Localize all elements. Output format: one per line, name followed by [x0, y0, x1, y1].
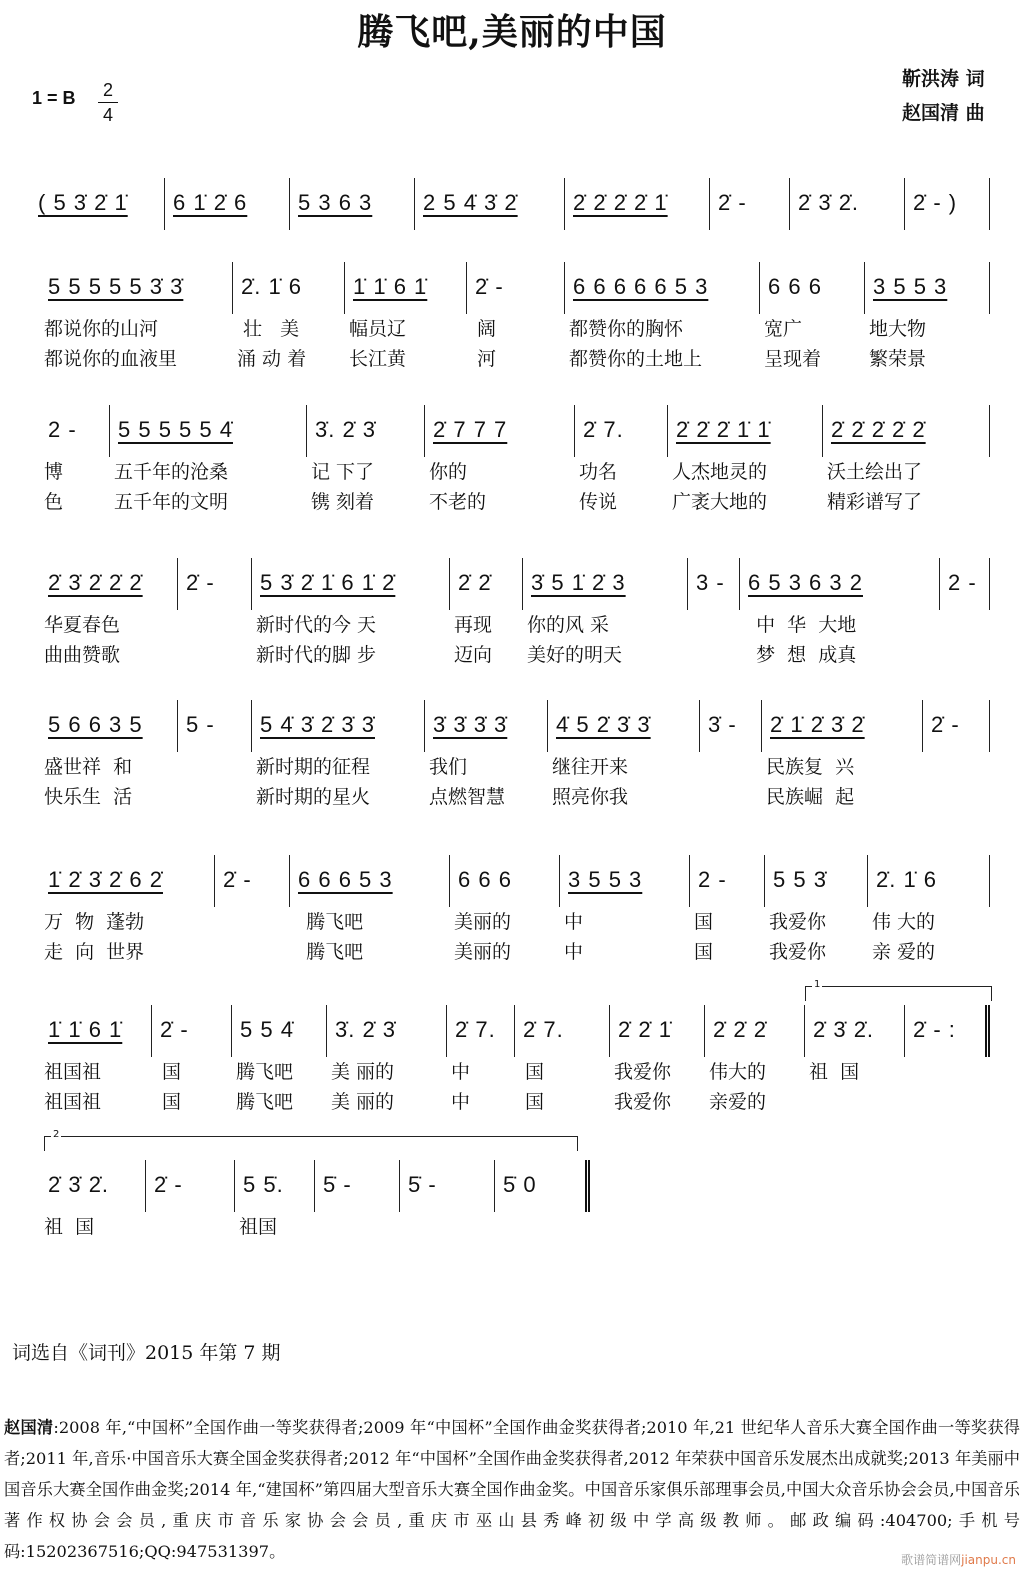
- measure-notes: 2̇ 2̇ 2̇ 2̇ 1̇: [573, 190, 668, 215]
- lyric-verse-2: 美 丽的: [331, 1091, 395, 1113]
- lyric-verse-1: 功名: [579, 461, 618, 483]
- lyric-verse-2: 河: [471, 348, 497, 370]
- measure: [823, 405, 990, 513]
- measure: [905, 1005, 990, 1057]
- measure-notes: 5 5 3̇: [773, 867, 827, 892]
- measure-notes: 5 3 6 3: [298, 190, 373, 215]
- measure: [515, 1005, 610, 1113]
- measure: [690, 855, 765, 963]
- measure: [705, 1005, 805, 1113]
- measure-notes: 2̇ -: [475, 274, 504, 299]
- measure: [923, 700, 990, 752]
- lyric-verse-2: 照亮你我: [552, 786, 629, 808]
- measure-notes: 2 -: [948, 570, 977, 595]
- lyric-verse-1: 地大物: [869, 318, 927, 340]
- measure: [232, 1005, 327, 1113]
- measure: [178, 700, 252, 752]
- lyric-verse-1: 万 物 蓬勃: [44, 911, 145, 933]
- lyric-verse-1: 美 丽的: [331, 1061, 395, 1083]
- measure-notes: 3 5 5 3: [873, 274, 948, 299]
- measure: [668, 405, 823, 513]
- measure: [40, 1160, 146, 1238]
- measure: [560, 855, 690, 963]
- lyric-verse-1: 阔: [471, 318, 497, 340]
- measure: [40, 1005, 152, 1113]
- measure: [30, 178, 165, 230]
- measure-notes: 2̇ 2̇ 2̇ 2̇ 2̇: [831, 417, 926, 442]
- lyric-verse-1: 再现: [454, 614, 493, 636]
- measure-notes: 5̇ -: [323, 1172, 352, 1197]
- measure-notes: 2̇ 7.: [523, 1017, 564, 1042]
- measure: [425, 700, 548, 808]
- lyric-verse-2: 美丽的: [454, 941, 512, 963]
- second-ending-label: 2: [53, 1129, 60, 1140]
- lyric-verse-1: 我爱你: [614, 1061, 672, 1083]
- lyric-verse-1: 腾飞吧: [294, 911, 364, 933]
- measure: [495, 1160, 590, 1212]
- lyric-verse-1: 祖国祖: [44, 1061, 102, 1083]
- measure: [425, 405, 575, 513]
- measure-notes: 3 -: [696, 570, 725, 595]
- measure: [40, 262, 233, 370]
- lyric-verse-1: 我们: [429, 756, 468, 778]
- lyric-verse-1: 祖国: [239, 1216, 278, 1238]
- key-signature: 1 = B: [32, 88, 76, 108]
- measure: [235, 1160, 315, 1238]
- measure: [805, 1005, 905, 1083]
- measure: [760, 262, 865, 370]
- lyric-verse-2: 亲 爱的: [872, 941, 936, 963]
- measure-notes: 5 5 4̇: [240, 1017, 294, 1042]
- measure: [565, 262, 760, 370]
- lyric-verse-2: 都说你的血液里: [44, 348, 178, 370]
- lyric-verse-1: 都赞你的胸怀: [569, 318, 684, 340]
- measure-notes: 3̇. 2̇ 3̇: [315, 417, 377, 442]
- measure-notes: 2̇ 3̇ 2̇.: [798, 190, 860, 215]
- lyric-verse-1: 国: [519, 1061, 545, 1083]
- measure-notes: 1̇ 2̇ 3̇ 2̇ 6 2̇: [48, 867, 163, 892]
- measure: [146, 1160, 235, 1212]
- measure-notes: 3̇ -: [708, 712, 737, 737]
- lyric-verse-1: 宽广: [764, 318, 803, 340]
- lyric-verse-1: 华夏春色: [44, 614, 121, 636]
- measure: [790, 178, 905, 230]
- measure-notes: 6 1̇ 2̇ 6: [173, 190, 248, 215]
- lyric-verse-2: 迈向: [454, 644, 493, 666]
- lyric-verse-2: 色: [44, 491, 64, 513]
- measure: [548, 700, 700, 808]
- measure: [252, 700, 425, 808]
- second-ending-bracket: [44, 1129, 578, 1151]
- lyric-verse-1: 中 华 大地: [744, 614, 857, 636]
- first-ending-bracket: [805, 979, 992, 1001]
- measure-notes: 2̇ -: [186, 570, 215, 595]
- composer-credit: 赵国清 曲: [902, 102, 985, 124]
- measure-notes: 3̇ 5 1̇ 2̇ 3: [531, 570, 626, 595]
- lyric-verse-2: 腾飞吧: [236, 1091, 294, 1113]
- lyric-verse-1: 伟大的: [709, 1061, 767, 1083]
- measure-notes: 2̇ 3̇ 2̇ 2̇ 2̇: [48, 570, 143, 595]
- time-signature: [98, 78, 118, 127]
- lyric-verse-2: 长江黄: [349, 348, 407, 370]
- lyric-verse-2: 曲曲赞歌: [44, 644, 121, 666]
- measure: [575, 405, 668, 513]
- lyric-verse-1: 沃土绘出了: [827, 461, 923, 483]
- lyric-verse-1: 都说你的山河: [44, 318, 159, 340]
- measure-notes: 2̇ 7.: [583, 417, 624, 442]
- measure: [307, 405, 425, 513]
- measure: [233, 262, 345, 370]
- lyric-verse-1: 民族复 兴: [766, 756, 855, 778]
- measure: [565, 178, 710, 230]
- measure-notes: 3̇. 2̇ 3̇: [335, 1017, 397, 1042]
- score-row: [40, 1160, 590, 1238]
- measure-notes: 2̇ -: [223, 867, 252, 892]
- measure-notes: 2 -: [698, 867, 727, 892]
- lyricist-credit: 靳洪涛 词: [902, 68, 985, 90]
- lyric-verse-1: 盛世祥 和: [44, 756, 133, 778]
- watermark-site: 歌谱简谱网: [901, 1553, 962, 1567]
- lyric-verse-2: 呈现着: [764, 348, 822, 370]
- measure: [467, 262, 565, 370]
- measure-notes: 2̇ 3̇ 2̇.: [813, 1017, 875, 1042]
- measure-notes: 5̇ -: [408, 1172, 437, 1197]
- lyric-verse-2: 祖国祖: [44, 1091, 102, 1113]
- lyric-verse-1: 幅员辽: [349, 318, 407, 340]
- lyric-verse-1: 继往开来: [552, 756, 629, 778]
- lyric-verse-2: 我爱你: [614, 1091, 672, 1113]
- measure: [523, 558, 688, 666]
- lyric-verse-2: 繁荣景: [869, 348, 927, 370]
- lyric-verse-2: 涌 动 着: [237, 348, 307, 370]
- measure: [415, 178, 565, 230]
- measure-notes: 2̇ 2̇ 1̇: [618, 1017, 672, 1042]
- measure: [450, 855, 560, 963]
- score-row: [40, 405, 990, 513]
- lyric-verse-2: 镌 刻着: [311, 491, 375, 513]
- lyric-verse-1: 你的: [429, 461, 468, 483]
- score-row: [30, 178, 990, 230]
- lyric-verse-2: 广袤大地的: [672, 491, 768, 513]
- measure: [345, 262, 467, 370]
- lyric-verse-1: 祖 国: [809, 1061, 860, 1083]
- measure-notes: 5 5̇.: [243, 1172, 284, 1197]
- lyric-verse-2: 国: [519, 1091, 545, 1113]
- lyric-verse-1: 国: [694, 911, 714, 933]
- measure-notes: 6 6 6: [768, 274, 822, 299]
- measure-notes: 3̇ 3̇ 3̇ 3̇: [433, 712, 508, 737]
- lyric-verse-2: 中: [451, 1091, 471, 1113]
- measure-notes: 2 -: [48, 417, 77, 442]
- lyric-verse-2: 都赞你的土地上: [569, 348, 703, 370]
- score-row: [40, 262, 990, 370]
- lyric-verse-2: 新时期的星火: [256, 786, 371, 808]
- measure-notes: 2̇ 2̇ 2̇ 1̇ 1̇: [676, 417, 771, 442]
- measure-notes: 5 5 5 5 5 4̇: [118, 417, 233, 442]
- measure: [865, 262, 990, 370]
- measure: [290, 178, 415, 230]
- measure: [165, 178, 290, 230]
- lyric-verse-2: 传说: [579, 491, 618, 513]
- measure-notes: 2 5 4̇ 3̇ 2̇: [423, 190, 518, 215]
- measure-notes: 2̇ -: [154, 1172, 183, 1197]
- measure-notes: 2̇ - ): [913, 190, 958, 215]
- lyric-verse-1: 美丽的: [454, 911, 512, 933]
- measure: [152, 1005, 232, 1113]
- lyric-verse-2: 国: [694, 941, 714, 963]
- measure: [215, 855, 290, 907]
- score-row: [40, 558, 990, 666]
- measure-notes: 4̇ 5 2̇ 3̇ 3̇: [556, 712, 651, 737]
- measure: [40, 855, 215, 963]
- measure-notes: 2̇ -: [718, 190, 747, 215]
- measure: [178, 558, 252, 610]
- lyric-verse-1: 新时代的今 天: [256, 614, 377, 636]
- measure-notes: 5 5 5 5 5 3̇ 3̇: [48, 274, 184, 299]
- song-title: 腾飞吧,美丽的中国: [357, 11, 667, 53]
- measure: [40, 558, 178, 666]
- lyric-verse-1: 壮 美: [237, 318, 300, 340]
- lyric-verse-2: 不老的: [429, 491, 487, 513]
- measure-notes: 1̇ 1̇ 6 1̇: [48, 1017, 123, 1042]
- measure-notes: 2̇ 7.: [455, 1017, 496, 1042]
- lyric-verse-2: 民族崛 起: [766, 786, 855, 808]
- measure-notes: 5 4̇ 3̇ 2̇ 3̇ 3̇: [260, 712, 375, 737]
- lyric-verse-1: 腾飞吧: [236, 1061, 294, 1083]
- measure: [762, 700, 923, 808]
- score-row: [40, 700, 990, 808]
- lyric-verse-2: 亲爱的: [709, 1091, 767, 1113]
- measure: [400, 1160, 495, 1212]
- measure: [700, 700, 762, 752]
- lyric-verse-1: 伟 大的: [872, 911, 936, 933]
- lyric-verse-1: 中: [564, 911, 584, 933]
- lyric-verse-2: 走 向 世界: [44, 941, 145, 963]
- lyric-verse-1: 祖 国: [44, 1216, 95, 1238]
- watermark-url: jianpu.cn: [961, 1553, 1016, 1567]
- measure: [765, 855, 868, 963]
- measure: [40, 405, 110, 513]
- lyric-verse-2: 梦 想 成真: [744, 644, 857, 666]
- lyric-verse-2: 精彩谱写了: [827, 491, 923, 513]
- lyric-verse-2: 五千年的文明: [114, 491, 229, 513]
- lyric-verse-2: 腾飞吧: [294, 941, 364, 963]
- measure: [252, 558, 450, 666]
- lyric-verse-2: 点燃智慧: [429, 786, 506, 808]
- measure: [610, 1005, 705, 1113]
- lyric-verse-1: 人杰地灵的: [672, 461, 768, 483]
- lyric-verse-1: 记 下了: [311, 461, 375, 483]
- lyric-verse-1: 中: [451, 1061, 471, 1083]
- measure-notes: 2̇ - :: [913, 1017, 956, 1042]
- measure: [940, 558, 990, 610]
- measure-notes: 2̇ -: [160, 1017, 189, 1042]
- lyric-verse-2: 美好的明天: [527, 644, 623, 666]
- measure-notes: 2̇ 3̇ 2̇.: [48, 1172, 110, 1197]
- measure-notes: 5 6 6 3 5: [48, 712, 143, 737]
- time-signature-top: 2: [102, 80, 113, 100]
- composer-bio: [4, 1412, 1020, 1567]
- measure-notes: 6 6 6: [458, 867, 512, 892]
- lyric-verse-1: 你的风 采: [527, 614, 610, 636]
- measure: [710, 178, 790, 230]
- measure: [40, 700, 178, 808]
- source-note: 词选自《词刊》2015 年第 7 期: [12, 1342, 281, 1364]
- measure-notes: 1̇ 1̇ 6 1̇: [353, 274, 428, 299]
- measure-notes: 6 6 6 6 6 5 3: [573, 274, 709, 299]
- measure-notes: 3 5 5 3: [568, 867, 643, 892]
- time-signature-bottom: 4: [98, 102, 118, 127]
- lyric-verse-2: 新时代的脚 步: [256, 644, 377, 666]
- bio-name: 赵国清: [4, 1418, 54, 1437]
- measure-notes: ( 5 3̇ 2̇ 1̇: [38, 190, 128, 215]
- score-row: [40, 855, 990, 963]
- measure-notes: 5 -: [186, 712, 215, 737]
- measure-notes: 2̇. 1̇ 6: [876, 867, 938, 892]
- lyric-verse-1: 五千年的沧桑: [114, 461, 229, 483]
- measure-notes: 2̇. 1̇ 6: [241, 274, 303, 299]
- lyric-verse-2: 中: [564, 941, 584, 963]
- measure-notes: 2̇ 2̇: [458, 570, 492, 595]
- watermark: [901, 1551, 1016, 1568]
- lyric-verse-2: 快乐生 活: [44, 786, 133, 808]
- first-ending-label: 1: [814, 979, 821, 990]
- measure-notes: 2̇ 7 7 7: [433, 417, 508, 442]
- measure: [447, 1005, 515, 1113]
- lyric-verse-1: 博: [44, 461, 64, 483]
- measure: [688, 558, 740, 610]
- lyric-verse-2: 国: [156, 1091, 182, 1113]
- measure-notes: 5 3̇ 2̇ 1̇ 6 1̇ 2̇: [260, 570, 396, 595]
- measure: [868, 855, 990, 963]
- measure: [740, 558, 940, 666]
- measure: [290, 855, 450, 963]
- lyric-verse-1: 我爱你: [769, 911, 827, 933]
- lyric-verse-2: 我爱你: [769, 941, 827, 963]
- measure-notes: 2̇ -: [931, 712, 960, 737]
- lyric-verse-1: 国: [156, 1061, 182, 1083]
- measure-notes: 2̇ 2̇ 2̇: [713, 1017, 767, 1042]
- bio-text: :2008 年,“中国杯”全国作曲一等奖获得者;2009 年“中国杯”全国作曲金奖获得者;2010 年,21 世纪华人音乐大赛全国作曲一等奖获得者;2011 年,音乐·中国音乐大赛全国金奖获得者;2012 年“中国杯”全国作曲金奖获得者,2012 年荣获中国音乐发展杰出成就奖;2013 年美丽中国音乐大赛全国作曲金奖;2014 年,“建国杯”第四届大型音乐大赛全国作曲金奖。中国音乐家俱乐部理事会员,中国大众音乐协会会员,中国音乐著作权协会会员,重庆市音乐家协会会员,重庆市巫山县秀峰初级中学高级教师。邮政编码:404700;手机号码:15202367516;QQ:947531397。: [4, 1418, 1020, 1561]
- measure: [110, 405, 307, 513]
- measure-notes: 2̇ 1̇ 2̇ 3̇ 2̇: [770, 712, 865, 737]
- measure: [315, 1160, 400, 1212]
- measure: [327, 1005, 447, 1113]
- measure-notes: 6 5 3 6 3 2: [748, 570, 863, 595]
- measure-notes: 5̇ 0: [503, 1172, 537, 1197]
- measure-notes: 6 6 6 5 3: [298, 867, 393, 892]
- measure: [905, 178, 990, 230]
- measure: [450, 558, 523, 666]
- score-row: [40, 1005, 990, 1113]
- lyric-verse-1: 新时期的征程: [256, 756, 371, 778]
